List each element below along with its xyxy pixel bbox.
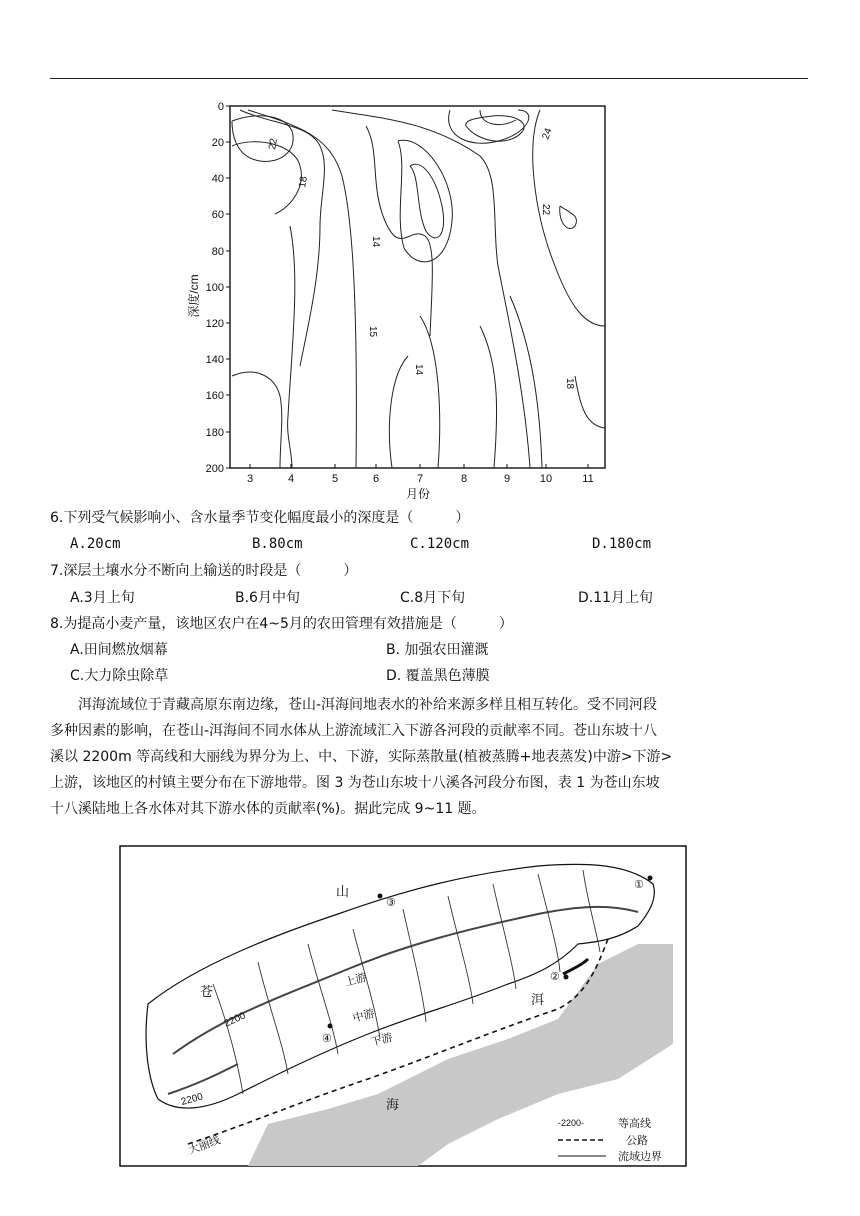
question-7-option-b: B.6月中旬: [235, 590, 300, 606]
passage-line: 十八溪陆地上各水体对其下游水体的贡献率(%)。据此完成 9~11 题。: [50, 801, 486, 817]
x-tick-label: 11: [582, 473, 594, 485]
question-8-option-a: A.田间燃放烟幕: [70, 642, 168, 658]
contour-label: 14: [413, 364, 424, 376]
header-rule: [50, 78, 808, 79]
map-label-cang: 苍: [200, 984, 214, 999]
point-2-marker: [564, 975, 569, 980]
y-tick-label: 80: [211, 246, 224, 258]
contour-label: 14: [370, 236, 381, 248]
x-tick-label: 3: [246, 473, 254, 485]
question-8-option-d: D. 覆盖黑色薄膜: [386, 668, 490, 684]
map-label-er: 洱: [531, 992, 545, 1007]
point-4-marker: [328, 1024, 333, 1029]
soil-moisture-contour-figure: [180, 96, 610, 506]
contour-label: 18: [297, 175, 310, 189]
y-tick-label: 180: [205, 427, 224, 439]
y-tick-label: 140: [205, 354, 224, 366]
map-label-middle: 中游: [351, 1007, 377, 1025]
question-8-option-b: B. 加强农田灌溉: [386, 642, 489, 658]
contour-label: 18: [564, 378, 575, 390]
question-6-option-a: A.20cm: [70, 536, 121, 552]
contour-label: 15: [367, 326, 378, 338]
x-axis-label: 月份: [405, 487, 431, 501]
question-7-option-a: A.3月上旬: [70, 590, 135, 606]
map-label-hai: 海: [386, 1097, 400, 1112]
y-tick-label: 0: [217, 101, 224, 113]
x-tick-labels: [247, 473, 594, 485]
map-label-shan: 山: [336, 884, 350, 899]
cangshan-erhai-map: [118, 844, 688, 1168]
legend-contour-label: 等高线: [618, 1118, 651, 1130]
map-label-point-3: ③: [386, 897, 396, 909]
passage-line: 溪以 2200m 等高线和大丽线为界分为上、中、下游，实际蒸散量(植被蒸腾+地表蒸发)中游>下游>: [50, 749, 673, 765]
question-6-option-c: C.120cm: [410, 536, 470, 552]
question-7-stem: 7.深层土壤水分不断向上输送的时段是（ ）: [50, 563, 358, 579]
map-label-point-1: ①: [634, 879, 644, 891]
contour-label: 22: [540, 204, 551, 216]
map-label-dali-line: 大丽线: [186, 1134, 223, 1157]
point-3-marker: [378, 894, 383, 899]
y-tick-labels: [206, 101, 224, 475]
y-axis-label: 深度/cm: [187, 274, 201, 318]
x-tick-label: 7: [416, 473, 424, 485]
map-label-point-2: ②: [550, 971, 560, 983]
question-7-option-d: D.11月上旬: [578, 590, 654, 606]
x-tick-label: 4: [287, 473, 295, 485]
map-label-upper: 上游: [343, 971, 369, 989]
contour-lines: [232, 110, 605, 468]
x-tick-label: 9: [503, 473, 511, 485]
passage-line: 多种因素的影响，在苍山-洱海间不同水体从上游流域汇入下游各河段的贡献率不同。苍山东坡十八: [50, 723, 658, 739]
question-7-option-c: C.8月下旬: [400, 590, 466, 606]
legend-road-label: 公路: [626, 1135, 648, 1147]
point-1-marker: [648, 876, 653, 881]
plot-frame: [230, 106, 605, 468]
map-label-lower: 下游: [369, 1031, 395, 1049]
x-tick-label: 6: [372, 473, 380, 485]
y-tick-label: 120: [205, 318, 224, 330]
question-6-stem: 6.下列受气候影响小、含水量季节变化幅度最小的深度是（ ）: [50, 510, 470, 526]
passage: [50, 692, 812, 822]
y-tick-label: 40: [211, 173, 224, 185]
x-tick-label: 10: [539, 473, 553, 485]
y-tick-label: 20: [211, 137, 224, 149]
map-label-contour-2200: 2200: [222, 1010, 248, 1030]
x-tick-label: 8: [460, 473, 468, 485]
map-label-contour-2200: 2200: [179, 1091, 205, 1108]
question-6-option-d: D.180cm: [592, 536, 652, 552]
x-tick-label: 5: [331, 473, 339, 485]
passage-line: 洱海流域位于青藏高原东南边缘，苍山-洱海间地表水的补给来源多样且相互转化。受不同河段: [50, 697, 658, 713]
legend-contour-symbol: -2200-: [558, 1118, 585, 1128]
question-6-option-b: B.80cm: [252, 536, 303, 552]
contour-label: 22: [267, 137, 280, 151]
y-tick-label: 60: [211, 209, 224, 221]
question-8-stem: 8.为提高小麦产量，该地区农户在4~5月的农田管理有效措施是（ ）: [50, 616, 513, 632]
y-tick-label: 100: [205, 282, 224, 294]
passage-line: 上游，该地区的村镇主要分布在下游地带。图 3 为苍山东坡十八溪各河段分布图，表 1 为苍山东坡: [50, 775, 660, 791]
map-label-point-4: ④: [322, 1033, 332, 1045]
question-8-option-c: C.大力除虫除草: [70, 668, 169, 684]
y-tick-label: 200: [205, 463, 224, 475]
y-tick-label: 160: [205, 390, 224, 402]
legend-boundary-label: 流域边界: [618, 1151, 662, 1163]
contour-label: 24: [540, 126, 555, 142]
